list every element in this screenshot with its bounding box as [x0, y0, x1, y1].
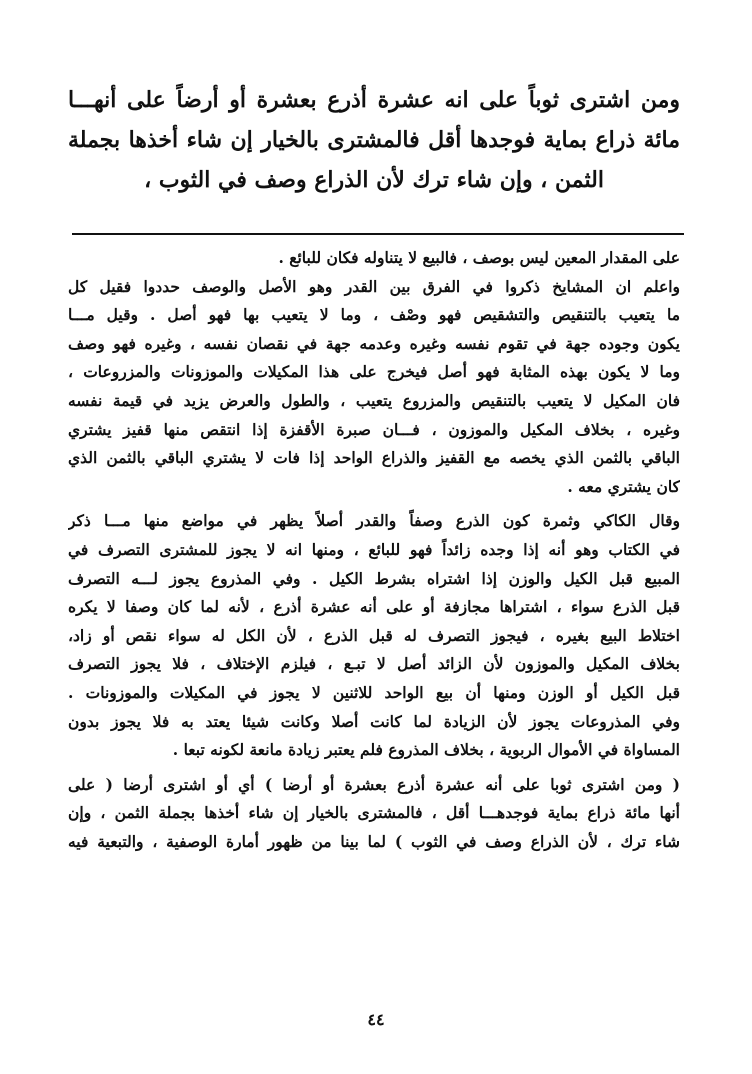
matn-line: مائة ذراع بماية فوجدها أقل فالمشترى بالخيار إن شاء أخذها بجملة: [68, 127, 680, 153]
sharh-line: المساواة في الأموال الربوية ، بخلاف المذروع فلم يعتبر زيادة مانعة لكونه تبعا .: [172, 740, 680, 760]
sharh-line: وغيره ، بخلاف المكيل والموزون ، فـــان صبرة الأقفزة إذا انتقص منها قفيز يشتري: [68, 419, 680, 439]
sharh-line: في الكتاب وهو أنه إذا وجده زائداً فهو للبائع ، ومنها انه لا يجوز للمشترى التصرف في: [68, 539, 680, 559]
sharh-line: أنها مائة ذراع بماية فوجدهـــا أقل ، فالمشترى بالخيار إن شاء أخذها بجملة الثمن ، وإن: [68, 803, 680, 823]
sharh-line: قبل الكيل أو الوزن ومنها أن بيع الواحد للاثنين لا يجوز في المكيلات والموزونات .: [68, 682, 680, 702]
sharh-line: وقال الكاكي وثمرة كون الذرع وصفاً والقدر أصلاً يظهر في مواضع منها مـــا ذكر: [68, 511, 680, 531]
sharh-line: كان يشتري معه .: [567, 476, 680, 496]
sharh-line: وما لا يكون بهذه المثابة فهو أصل فيخرج على هذا المكيلات والموزونات والمزروعات ،: [68, 362, 680, 382]
sharh-line: اختلاط البيع بغيره ، فيجوز التصرف له قبل الذرع ، لأن الكل له سواء نقص أو زاد،: [68, 625, 680, 645]
matn-line: الثمن ، وإن شاء ترك لأن الذراع وصف في الثوب ،: [144, 167, 604, 193]
sharh-line: قبل الذرع سواء ، اشتراها مجازفة أو على أنه عشرة أذرع ، لأنه لما كان وصفا لا يكره: [68, 597, 680, 617]
sharh-line: ( ومن اشترى ثوبا على أنه عشرة أذرع بعشرة أو أرضا ) أي أو اشترى أرضا ( على: [68, 774, 680, 794]
sharh-commentary-block: [68, 244, 680, 856]
sharh-line: المبيع قبل الكيل والوزن إذا اشتراه بشرط الكيل . وفي المذروع يجوز لـــه التصرف: [68, 568, 680, 588]
section-divider: [72, 233, 684, 235]
sharh-line: بخلاف المكيل والموزون لأن الزائد أصل لا تبـع ، فيلزم الإختلاف ، فلا يجوز التصرف: [68, 654, 680, 674]
sharh-line: الباقي بالثمن الذي يخصه مع القفيز والذراع الواحد إذا فات لا يشتري الباقي بالثمن الذي: [68, 448, 680, 468]
sharh-line: على المقدار المعين ليس بوصف ، فالبيع لا يتناوله فكان للبائع .: [278, 248, 680, 267]
matn-line: ومن اشترى ثوباً على انه عشرة أذرع بعشرة أو أرضاً على أنهـــا: [68, 87, 680, 113]
sharh-line: وفي المذروعات يجوز لأن الزيادة لما كانت أصلا وكانت شيئا يعتد به فلا يجوز بدون: [68, 711, 680, 731]
sharh-line: شاء ترك ، لأن الذراع وصف في الثوب ) لما بينا من ظهور أمارة الوصفية ، والتبعية فيه: [68, 831, 680, 851]
sharh-line: ما يتعيب بالتنقيص والتشقيص فهو وصْف ، وما لا يتعيب بها فهو أصل . وقيل مـــا: [68, 305, 680, 325]
page-number: ٤٤: [367, 1010, 385, 1029]
matn-text-block: [68, 80, 680, 200]
sharh-line: واعلم ان المشايخ ذكروا في الفرق بين القدر وهو الأصل والوصف حددوا فقيل كل: [68, 276, 680, 296]
sharh-line: يكون وجوده جهة في تقوم نفسه وغيره وعدمه جهة في نقصان نفسه ، وغيره فهو وصف: [68, 333, 680, 353]
sharh-line: فان المكيل لا يتعيب بالتنقيص والمزروع يتعيب ، والطول والعرض يزيد في قيمة نفسه: [68, 390, 680, 410]
